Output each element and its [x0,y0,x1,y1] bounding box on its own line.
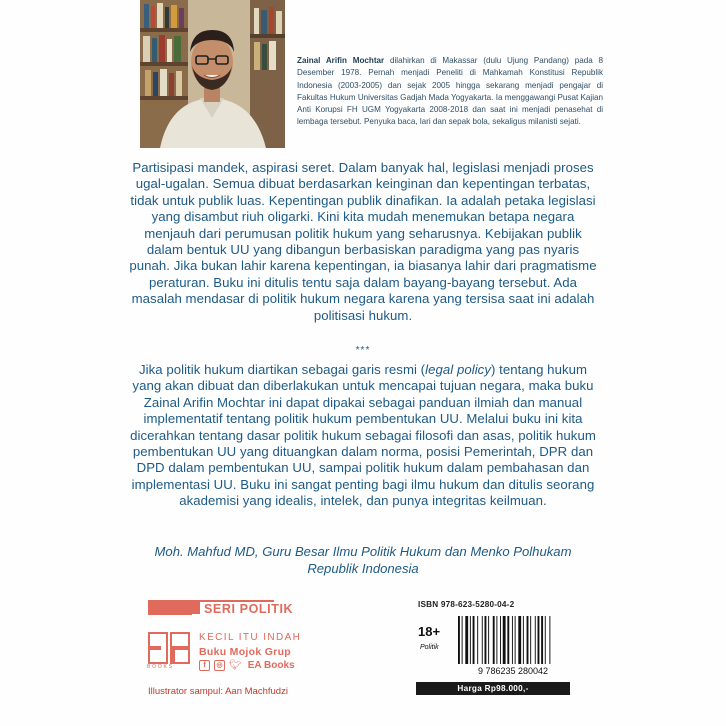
facebook-icon: f [199,660,210,671]
barcode-bar [512,616,513,664]
barcode-bar [496,616,497,664]
barcode-bar [538,616,540,664]
endorsement-quote: Moh. Mahfud MD, Guru Besar Ilmu Politik Hukum dan Menko Polhukam Republik Indonesia [154,544,572,576]
barcode-bar [523,616,524,664]
barcode-bar [503,616,506,664]
blurb-paragraph-2-italic: legal policy [425,362,491,377]
publisher-name: Buku Mojok Grup [199,646,291,658]
barcode-bar [515,616,516,664]
isbn-text: ISBN 978-623-5280-04-2 [418,600,515,609]
barcode-number: 9 786235 280042 [477,666,549,676]
logo-subtext: BOOKS [147,664,174,670]
barcode-bar [458,616,460,664]
twitter-icon: 🐦︎ [229,660,242,671]
barcode-bar [518,616,521,664]
ea-books-logo [148,632,190,664]
blurb-paragraph-2-rest: ) tentang hukum yang akan dibuat dan diberlakukan untuk mencapai tujuan negara, maka buku Zainal Arifin Mochtar ini dapat dipakai sebagai panduan ilmiah dan manual implementatif tentang politik hukum pembentukan UU. Melalui buku ini kita dicerahkan tentang dasar politik hukum sebagai filosofi dan asas, politik hukum pembentukan UU yang dituangkan dalam norma, posisi Pemerintah, DPR dan DPD dalam pembentukan UU, sampai politik hukum dalam pembahasan dan implementasi UU. Buku ini sangat penting bagi ilmu hukum dan ditulis seorang akademisi yang idealis, intelek, dan punya integritas keilmuan. [130,362,596,509]
barcode-bar [507,616,509,664]
age-rating: 18+ [418,624,441,639]
barcode-bar [535,616,536,664]
social-handle: EA Books [247,660,295,671]
section-separator: *** [355,345,371,356]
barcode-bar [473,616,475,664]
series-bar-left [148,604,192,615]
barcode-bar [541,616,543,664]
barcode-bar [549,616,550,664]
barcode-bar [545,616,546,664]
barcode-bar [493,616,495,664]
author-photo [140,0,285,148]
author-bio-text: dilahirkan di Makassar (dulu Ujung Pandang) pada 8 Desember 1978. Pernah menjadi Peneliti di Mahkamah Konstitusi Republik Indonesia (2003-2005) dan sejak 2005 hingga sekarang menjadi pengajar di Fakultas Hukum Universitas Gadjah Mada Yogyakarta. Ia menggawangi Pusat Kajian Anti Korupsi FH UGM Yogyakarta 2008-2018 dan saat ini menjadi penasehat di lembaga tersebut. Penyuka baca, lari dan sepak bola, sekaligus milanisti sejati. [297,56,603,127]
author-bio [297,55,603,129]
barcode-bar [470,616,471,664]
blurb-paragraph-2-start: Jika politik hukum diartikan sebagai garis resmi ( [138,362,426,377]
isbn-barcode [454,614,572,676]
barcode-bar [500,616,501,664]
author-name: Zainal Arifin Mochtar [297,56,385,65]
publisher-tagline: KECIL ITU INDAH [199,632,302,643]
barcode-bar [465,616,468,664]
instagram-icon: ◎ [214,660,225,671]
barcode-bar [485,616,487,664]
blurb-paragraph-2 [128,362,598,510]
blurb-paragraph-1: Partisipasi mandek, aspirasi seret. Dalam banyak hal, legislasi menjadi proses ugal-ugalan. Semua dibuat berdasarkan keinginan dan kepentingan terbatas, tidak untuk publik luas. Kepentingan publik dinafikan. Ia adalah petaka legislasi yang disambut riuh oligarki. Kini kita mudah menemukan betapa negara menjauh dari perumusan politik hukum yang seharusnya. Kebijakan publik dalam bentuk UU yang dibangun berbasiskan paradigma yang pas nyaris punah. Jika bukan lahir karena kepentingan, ia biasanya lahir dari pragmatisme peraturan. Buku ini ditulis tentu saja dalam bayang-bayang tersebut. Ada masalah mendasar di politik hukum negara karena yang tersisa saat ini adalah politisasi hukum. [129,160,597,323]
price-label: Harga Rp98.000,- [416,682,570,695]
category-label: Politik [420,644,439,651]
barcode-bar [477,616,478,664]
barcode-bar [527,616,529,664]
barcode-bar [488,616,489,664]
barcode-bar [482,616,483,664]
barcode-bar [462,616,463,664]
series-label: SERI POLITIK [200,602,297,616]
social-links [199,660,295,671]
illustrator-credit: Illustrator sampul: Aan Machfudzi [148,686,288,697]
barcode-bar [530,616,531,664]
